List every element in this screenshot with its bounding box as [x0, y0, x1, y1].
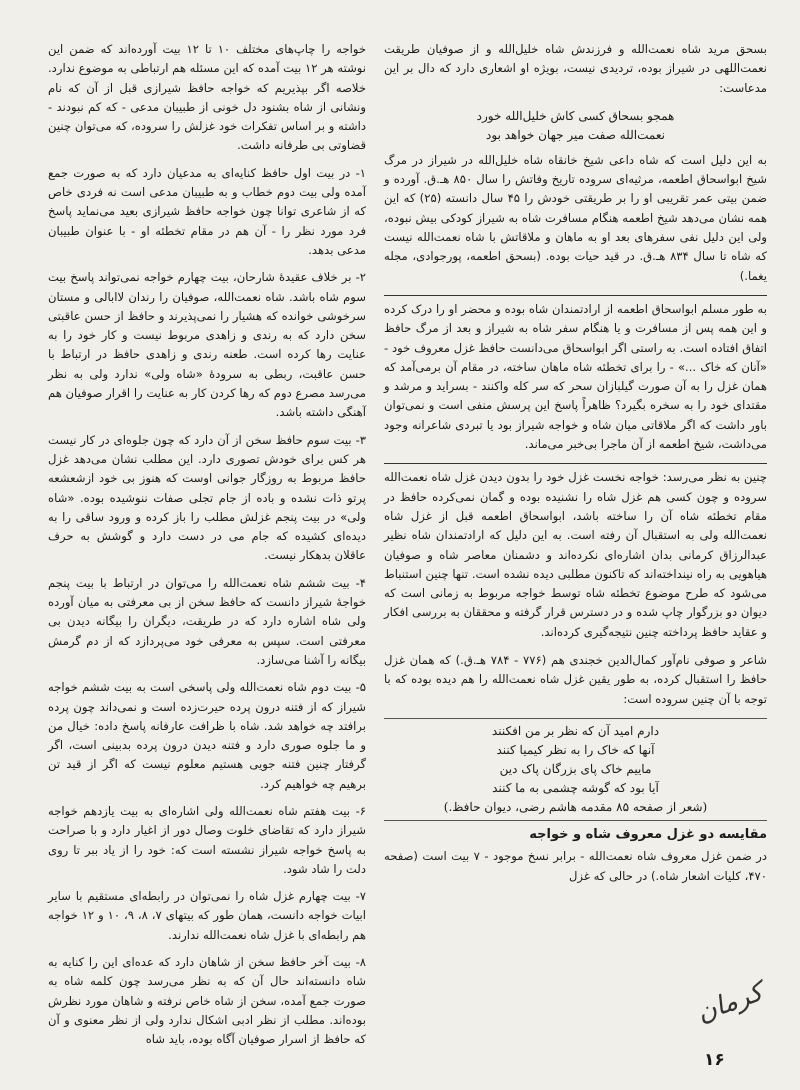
- magazine-logo: کرمان: [692, 977, 767, 1029]
- poem-line: آنها که خاک را به نظر کیمیا کنند: [496, 742, 655, 757]
- section-heading: مقایسه دو غزل معروف شاه و خواجه: [529, 826, 767, 842]
- poem-verse: [384, 718, 767, 821]
- poem-line: ماییم خاک پای بزرگان پاک دین: [499, 761, 652, 776]
- paragraph: شاعر و صوفی نام‌آور کمال‌الدین خجندی هم (۷۷۶ - ۷۸۴ هـ.ق.) که همان غزل حافظ را استقبال کرده، به طور یقین غزل شاه نعمت‌الله را هم دیده بوده که با توجه با آن چنین سروده است:: [384, 653, 767, 706]
- poem-line: همجو بسحاق کسی کاش خلیل‌الله خورد: [476, 108, 675, 123]
- paragraph: ۸- بیت آخر حافظ سخن از شاهان دارد که عده‌ای این را کنایه به شاه دانسته‌اند حال آن که به نظر می‌رسد چون کلمه شاه به صورت جمع آمده، سخن از شاه خاص نرفته و شاهان مورد نظرش بوده‌اند. مطلب از نظر ادبی اشکال ندارد ولی از نظر معنوی و آن که حافظ از اسرار صوفیان آگاه بوده، باید شاه: [48, 955, 366, 1047]
- paragraph: در ضمن غزل معروف شاه نعمت‌الله - برابر نسخ موجود - ۷ بیت است (صفحه ۴۷۰، کلیات اشعار شاه.) در حالی که غزل: [384, 849, 767, 883]
- paragraph: ۲- بر خلاف عقیدهٔ شارحان، بیت چهارم خواجه نمی‌تواند پاسخ بیت سوم شاه باشد. شاه نعمت‌الله، صوفیان را رندان لاابالی و مستان سرخوشی خوانده که هشیار را نمی‌پذیرند و حافظ از حسن عاقبتی سخن دارد که به رندی و زاهدی مربوط نیست و کار خود را به عنایت رها کرده است. طعنه رندی و زاهدی حافظ در ارتباط با حسن عاقبت، ربطی به سرودهٔ «شاه ولی» ندارد ولی به نظر می‌رسد مصرع دوم که رها کردن کار به عنایت را اقرار صوفیان هم آهنگی داشته باشد.: [48, 270, 366, 420]
- poem-source: (شعر از صفحه ۸۵ مقدمه هاشم رضی، دیوان حافظ.): [443, 799, 708, 814]
- paragraph: ۳- بیت سوم حافظ سخن از آن دارد که چون جلوه‌ای در کار نیست هر کس برای خودش تصوری دارد. این مطلب نشان می‌دهد غزل حافظ مربوط به روزگار جوانی اوست که هنوز بی خود ازشعشعه پرتو ذات نشده و باده از جام تجلی صفات ننوشیده بوده. «شاه ولی» در بیت پنجم غزلش مطلب را باز کرده و ورود ساقی را به دیده‌ای کشیده که جام می در دست دارد و گوشش به حرف عاقلان بدهکار نیست.: [48, 432, 366, 563]
- poem-verse: [384, 107, 767, 145]
- paragraph: ۷- بیت چهارم غزل شاه را نمی‌توان در رابطه‌ای مستقیم با سایر ابیات خواجه دانست، همان طور که بیتهای ۷، ۸، ۹، ۱۰ و ۱۲ خواجه هم رابطه‌ای با غزل شاه نعمت‌الله ندارند.: [48, 889, 367, 942]
- poem-line: نعمت‌الله صفت میر جهان خواهد بود: [486, 127, 665, 142]
- paragraph: ۵- بیت دوم شاه نعمت‌الله ولی پاسخی است به بیت ششم خواجه شیراز که از فتنه درون پرده حیرت‌زده است و نمی‌داند چون پرده برافتد چه خواهد شد. شاه با ظرافت عارفانه پاسخ داده: خیال من و ما جلوه صوری دارد و فتنه دیدن درون پرده بدبینی است، اگر گرفتار چنین فتنه جویی هستیم معلوم نیست که اگر از قید تن برهیم چه خواهیم کرد.: [48, 680, 366, 791]
- paragraph: ۶- بیت هفتم شاه نعمت‌الله ولی اشاره‌ای به بیت یازدهم خواجه شیراز دارد که تقاضای خلوت وصال دور از اغیار دارد و با صراحت به پاسخ خواجه شیراز نشسته است که: خود را از یاد ببر تا روی دلت را شاد شود.: [48, 803, 366, 876]
- poem-line: دارم امید آن که نظر بر من افکنند: [491, 723, 660, 738]
- page-number: ۱۶: [704, 1050, 725, 1070]
- left-column: [48, 40, 366, 1058]
- right-column: [384, 40, 767, 895]
- paragraph: بسحق مرید شاه نعمت‌الله و فرزندش شاه خلیل‌الله و از صوفیان طریقت نعمت‌اللهی در شیراز بوده، تردیدی نیست، بویژه او اشعاری دارد که دال بر این مدعاست:: [384, 42, 767, 95]
- paragraph: ۴- بیت ششم شاه نعمت‌الله را می‌توان در ارتباط با بیت پنجم خواجهٔ شیراز دانست که حافظ سخن از بی معرفتی به میان آورده ولی شاه اشاره دارد که در طریقت، دیگران را بیگانه دیدن بی معرفتی است. سپس به معرفی خود می‌پردازد که از دم گرمش بیگانه را آشنا می‌سازد.: [48, 575, 366, 667]
- paragraph: چنین به نظر می‌رسد: خواجه نخست غزل خود را بدون دیدن غزل شاه نعمت‌الله سروده و چون کسی هم غزل شاه را نشنیده بوده و گمان نمی‌کرده حافظ در مقام تخطئه شاه آن را ساخته باشد، ابواسحاق اطعمه قبل از غزل شاه نعمت‌الله ولی به استقبال آن رفته است. به این دلیل که ارادتمندان شاه نظیر عبدالرزاق کرمانی بدان اشاره‌ای نکرده‌اند و دشمنان معاصر شاه و صوفیان هیاهویی به راه نینداخته‌اند که تاکنون مطلبی دیده نشده است. تنها چنین استنباط می‌شود که طرح موضوع تخطئه شاه توسط خواجه مربوط به زمانی است که دیوان دو بزرگوار چاپ شده و در دسترس قرار گرفته و محققان به بررسی افکار و عقاید حافظ پرداخته چنین نتیجه‌گیری کرده‌اند.: [384, 470, 767, 639]
- paragraph: به این دلیل است که شاه داعی شیخ خانقاه شاه خلیل‌الله در شیراز در مرگ شیخ ابواسحاق اطعمه، مرثیه‌ای سروده تاریخ وفاتش را سال ۸۵۰ هـ.ق. آورده و ضمن بیتی عمر تقریبی او را بر طریقتی خودش را ۴۵ سال دانسته (۲۵) که این همه نشان می‌دهد شیخ اطعمه هنگام مسافرت شاه به شیراز کودکی بیش نبوده، ولی این دلیل نفی سفرهای بعد او به ماهان و ملاقاتش با شاه نعمت‌الله نیست که شاه تا سال ۸۳۴ هـ.ق. در قید حیات بوده. (بسحق اطعمه، پورجوادی، مجله یغما.): [384, 152, 768, 283]
- paragraph: به طور مسلم ابواسحاق اطعمه از ارادتمندان شاه بوده و محضر او را درک کرده و این همه پس از مسافرت و یا هنگام سفر شاه به شیراز و بعد از مرگ حافظ اتفاق افتاده است. به راستی اگر ابواسحاق می‌دانست حافظ غزل معروف خود - «آنان که خاک ...» - را برای تخطئه شاه ماهان ساخته، در مقام آن برمی‌آمد که همان غزل را به آن صورت گیلبازان سحر که سر کله واکنند - بسراید و مرشد و مقتدای خود را به سخره بگیرد؟ ظاهراً پاسخ این پرسش منفی است و نمی‌توان باور داشت که اگر ملاقاتی میان شاه و خواجه شیراز بود یا تبردی شاعرانه وجود می‌داشت، شیخ اطعمه از آن ماجرا بی‌خبر می‌ماند.: [384, 301, 767, 452]
- poem-line: آیا بود که گوشه چشمی به ما کنند: [492, 780, 659, 795]
- paragraph: ۱- در بیت اول حافظ کنایه‌ای به مدعیان دارد که به صورت جمع آمده ولی بیت دوم خطاب و به طبیبان مدعی است نه فردی خاص که از شاعری توانا چون خواجه حافظ شیرازی بعید می‌نماید پاسخ فرد مورد نظر را - آن هم در مقام تخطئه او - با عنوان طبیبان مدعی بدهد.: [48, 165, 366, 257]
- paragraph: خواجه را چاپ‌های مختلف ۱۰ تا ۱۲ بیت آورده‌اند که ضمن این نوشته هر ۱۲ بیت آمده که این مسئله هم ارتباطی به موضوع ندارد. خلاصه اگر بپذیریم که خواجه حافظ شیرازی قبل از آن که نام ونشانی از شاه بشنود دل خونی از طبیبان مدعی - که کم نبودند - داشته و بر اساس تفکرات خود غزلش را سروده، که می‌توان چنین قضاوتی بی طرفانه داشت.: [48, 42, 367, 153]
